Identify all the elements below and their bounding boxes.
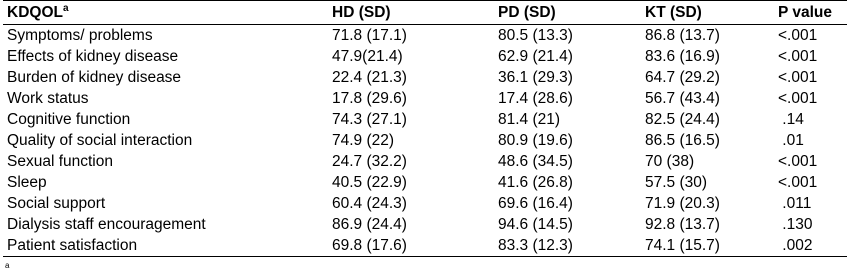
row-label: Cognitive function <box>7 111 131 128</box>
p-value: <.001 <box>778 90 818 107</box>
pd-value: 80.5 (13.3) <box>498 27 573 44</box>
table-row <box>3 88 847 109</box>
table-row <box>3 193 847 214</box>
pd-value: 62.9 (21.4) <box>498 48 573 65</box>
p-value: <.001 <box>778 48 818 65</box>
table-row <box>3 109 847 130</box>
table-row <box>3 130 847 151</box>
hd-value: 22.4 (21.3) <box>332 69 407 86</box>
kt-value: 92.8 (13.7) <box>645 216 720 233</box>
row-label: Sexual function <box>7 153 113 170</box>
row-label: Effects of kidney disease <box>7 48 179 65</box>
hd-value: 74.3 (27.1) <box>332 111 407 128</box>
row-label: Symptoms/ problems <box>7 27 153 44</box>
row-label: Patient satisfaction <box>3 235 328 257</box>
kdqol-table-container <box>3 0 847 257</box>
hd-value: 24.7 (32.2) <box>332 153 407 170</box>
p-value: .011 <box>778 195 812 212</box>
table-header <box>3 1 847 25</box>
p-value: .130 <box>778 216 813 233</box>
header-kdqol <box>3 1 328 25</box>
kdqol-table <box>3 0 847 257</box>
p-value: .002 <box>774 235 847 257</box>
p-value: <.001 <box>778 174 818 191</box>
pd-value: 94.6 (14.5) <box>498 216 573 233</box>
row-label: Sleep <box>7 174 47 191</box>
hd-value: 69.8 (17.6) <box>328 235 494 257</box>
hd-value: 40.5 (22.9) <box>332 174 407 191</box>
kt-value: 74.1 (15.7) <box>641 235 774 257</box>
p-value: .14 <box>778 111 804 128</box>
table-row <box>3 25 847 47</box>
header-pd: PD (SD) <box>494 1 641 25</box>
kt-value: 70 (38) <box>645 153 695 170</box>
pd-value: 69.6 (16.4) <box>498 195 573 212</box>
pd-value: 83.3 (12.3) <box>494 235 641 257</box>
pd-value: 41.6 (26.8) <box>498 174 573 191</box>
header-kt: KT (SD) <box>641 1 774 25</box>
table-row <box>3 235 847 257</box>
hd-value: 17.8 (29.6) <box>332 90 407 107</box>
hd-value: 71.8 (17.1) <box>332 27 407 44</box>
table-row <box>3 67 847 88</box>
pd-value: 80.9 (19.6) <box>498 132 573 149</box>
pd-value: 48.6 (34.5) <box>498 153 573 170</box>
hd-value: 86.9 (24.4) <box>332 216 407 233</box>
kt-value: 57.5 (30) <box>645 174 708 191</box>
hd-value: 74.9 (22) <box>332 132 395 149</box>
row-label: Social support <box>7 195 106 212</box>
table-body <box>3 25 847 257</box>
header-kdqol-label: KDQOL <box>7 4 63 21</box>
p-value: .01 <box>778 132 804 149</box>
header-kdqol-footnote-ref: a <box>62 2 69 14</box>
pd-value: 36.1 (29.3) <box>498 69 573 86</box>
row-label: Work status <box>7 90 89 107</box>
kt-value: 83.6 (16.9) <box>645 48 720 65</box>
hd-value: 47.9(21.4) <box>332 48 403 65</box>
footnote-mark: a <box>5 261 10 270</box>
pd-value: 81.4 (21) <box>498 111 561 128</box>
kt-value: 82.5 (24.4) <box>645 111 720 128</box>
hd-value: 60.4 (24.3) <box>332 195 407 212</box>
p-value: <.001 <box>778 153 818 170</box>
header-row <box>3 1 847 25</box>
kt-value: 64.7 (29.2) <box>645 69 720 86</box>
kt-value: 86.5 (16.5) <box>645 132 720 149</box>
row-label: Burden of kidney disease <box>7 69 182 86</box>
pd-value: 17.4 (28.6) <box>498 90 573 107</box>
p-value: <.001 <box>778 27 818 44</box>
kt-value: 71.9 (20.3) <box>645 195 720 212</box>
kt-value: 86.8 (13.7) <box>645 27 720 44</box>
table-row <box>3 151 847 172</box>
table-row <box>3 46 847 67</box>
row-label: Dialysis staff encouragement <box>7 216 206 233</box>
p-value: <.001 <box>778 69 818 86</box>
table-row <box>3 172 847 193</box>
header-hd: HD (SD) <box>328 1 494 25</box>
table-row <box>3 214 847 235</box>
kt-value: 56.7 (43.4) <box>645 90 720 107</box>
header-p-value: P value <box>774 1 847 25</box>
row-label: Quality of social interaction <box>7 132 193 149</box>
